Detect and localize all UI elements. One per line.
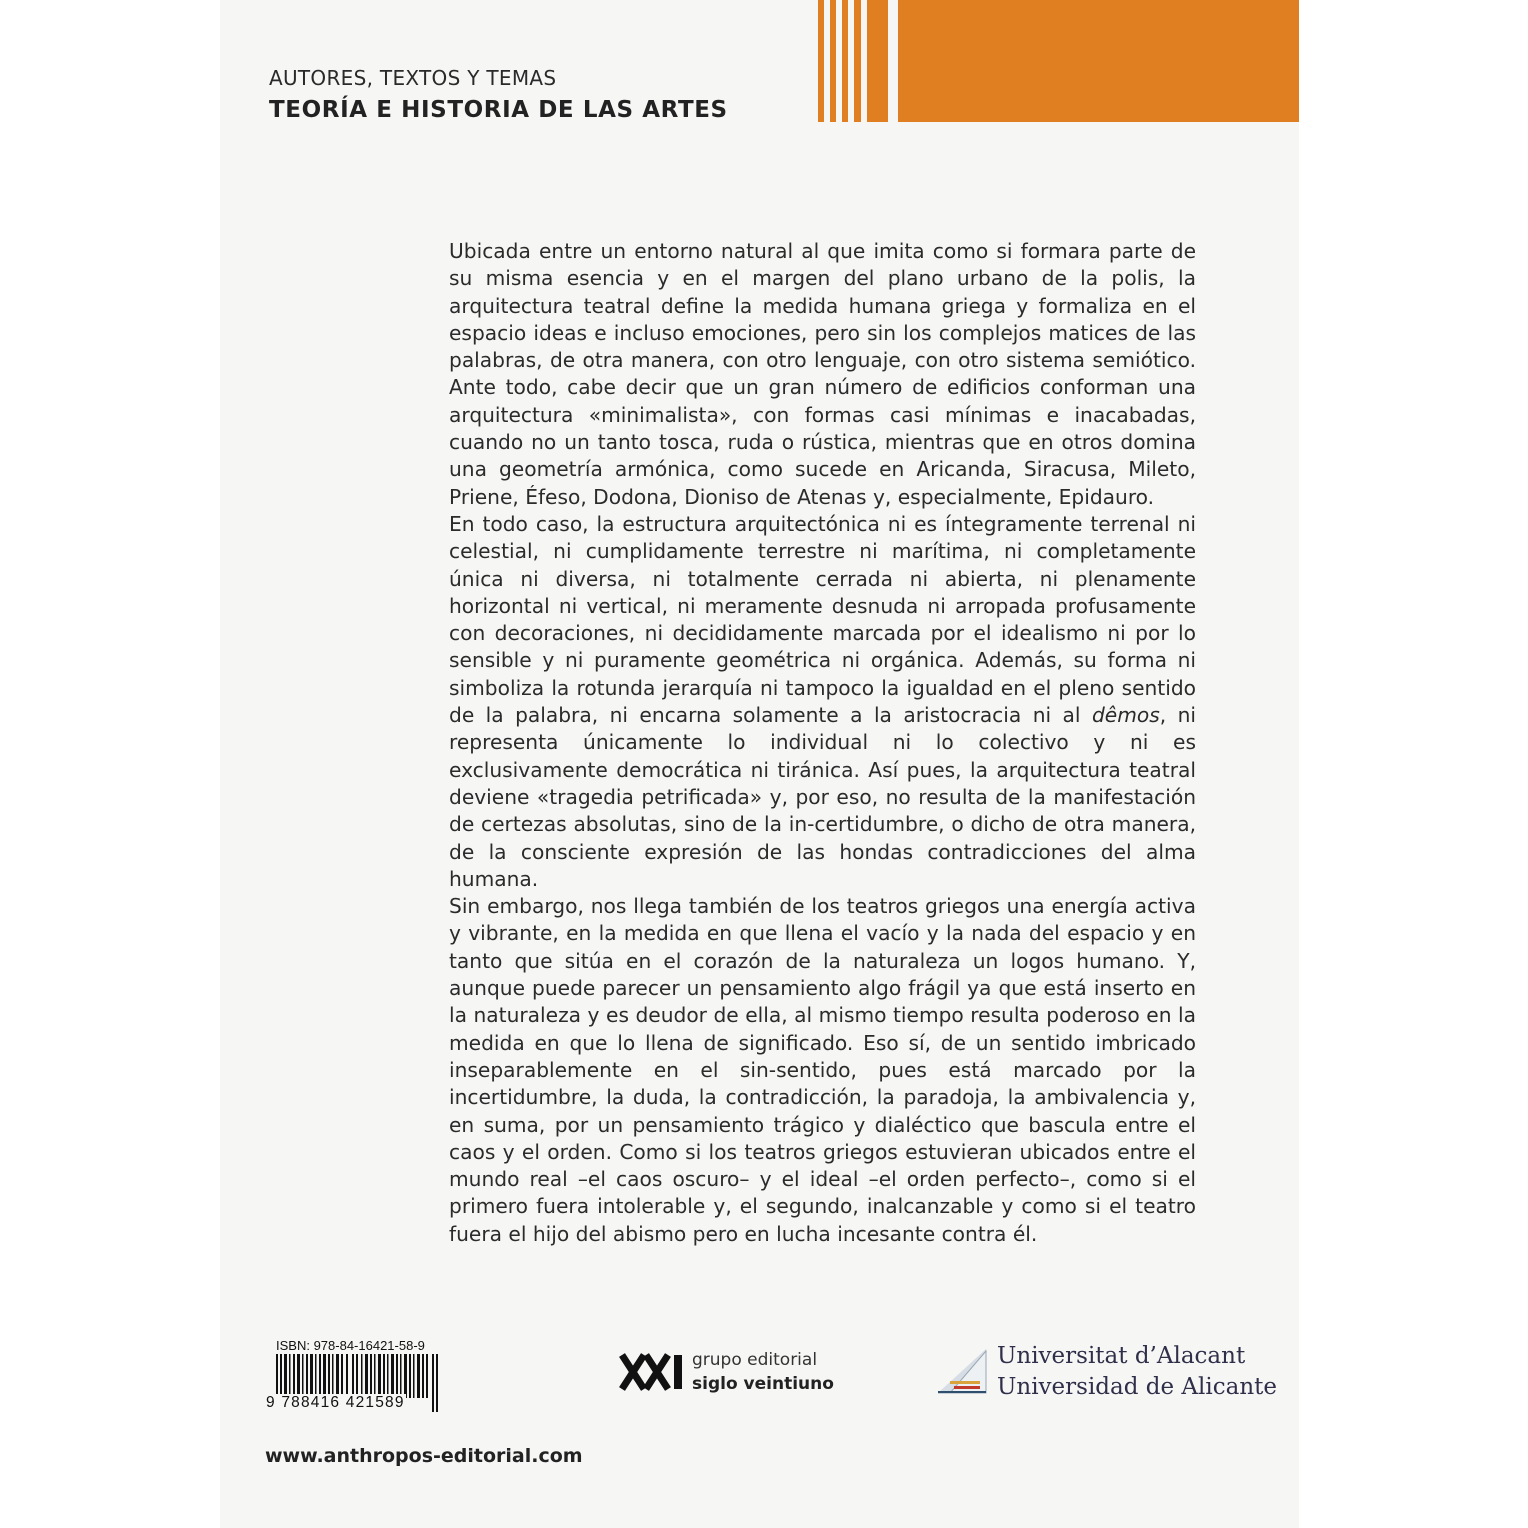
university-logo-icon [936,1347,988,1395]
orange-stripe [842,0,848,122]
publisher-line-2: siglo veintiuno [692,1374,834,1394]
series-title: AUTORES, TEXTOS Y TEMAS [269,66,557,90]
collection-title: TEORÍA E HISTORIA DE LAS ARTES [269,97,728,123]
blurb-paragraph-2-end: , ni representa únicamente lo individual ni lo colectivo y ni es exclusivamente democrática ni tiránica. Así pues, la arquitectura teatral deviene «tragedia petrificada» y, por eso, no resulta de la manifestación de certezas absolutas, sino de la in-certidumbre, o dicho de otra manera, de la consciente expresión de las hondas contradicciones del alma humana. [449,703,1196,891]
orange-stripe [867,0,888,122]
isbn-label: ISBN: 978-84-16421-58-9 [276,1338,425,1353]
blurb-text [449,238,1196,1248]
blurb-paragraph-2-start: En todo caso, la estructura arquitectónica ni es íntegramente terrenal ni celestial, ni cumplidamente terrestre ni marítima, ni completamente única ni diversa, ni totalmente cerrada ni abierta, ni plenamente horizontal ni vertical, ni meramente desnuda ni arropada profusamente con decoraciones, ni decididamente marcada por el idealismo ni por lo sensible y ni puramente geométrica ni orgánica. Además, su forma ni simboliza la rotunda jerarquía ni tampoco la igualdad en el pleno sentido de la palabra, ni encarna solamente a la aristocracia ni al [449,511,1196,728]
orange-stripe [854,0,861,122]
university-name-spanish: Universidad de Alicante [997,1374,1278,1400]
blurb-paragraph-1: Ubicada entre un entorno natural al que imita como si formara parte de su misma esencia y en el margen del plano urbano de la polis, la arquitectura teatral define la medida humana griega y formaliza en el espacio ideas e incluso emociones, pero sin los complejos matices de las palabras, de otra manera, con otro lenguaje, con otro sistema semiótico. Ante todo, cabe decir que un gran número de edificios conforman una arquitectura «minimalista», con formas casi mínimas e inacabadas, cuando no un tanto tosca, ruda o rústica, mientras que en otros domina una geometría armónica, como sucede en Aricanda, Siracusa, Mileto, Priene, Éfeso, Dodona, Dioniso de Atenas y, especialmente, Epidauro. [449,239,1196,509]
publisher-line-1: grupo editorial [692,1350,818,1370]
orange-header-block [898,0,1299,122]
orange-stripe [830,0,836,122]
barcode-digits: 9 788416 421589 [266,1394,405,1411]
blurb-paragraph-2 [449,511,1196,893]
blurb-paragraph-3: Sin embargo, nos llega también de los teatros griegos una energía activa y vibrante, en la medida en que llena el vacío y la nada del espacio y en tanto que sitúa en el corazón de la naturaleza un logos humano. Y, aunque puede parecer un pensamiento algo frágil ya que está inserto en la naturaleza y es deudor de ella, al mismo tiempo resulta poderoso en la medida en que lo llena de significado. Eso sí, de un sentido imbricado inseparablemente en el sin-sentido, pues está marcado por la incertidumbre, la duda, la contradicción, la paradoja, la ambivalencia y, en suma, por un pensamiento trágico y dialéctico que bascula entre el caos y el orden. Como si los teatros griegos estuvieran ubicados entre el mundo real –el caos oscuro– y el ideal –el orden perfecto–, como si el primero fuera intolerable y, el segundo, inalcanzable y como si el teatro fuera el hijo del abismo pero en lucha incesante contra él. [449,894,1196,1246]
website-url: www.anthropos-editorial.com [265,1445,583,1467]
orange-stripe [818,0,824,122]
university-name-valencian: Universitat d’Alacant [997,1343,1246,1369]
siglo-xxi-logo-icon [618,1352,688,1392]
blurb-italic-term: dêmos [1091,703,1160,728]
